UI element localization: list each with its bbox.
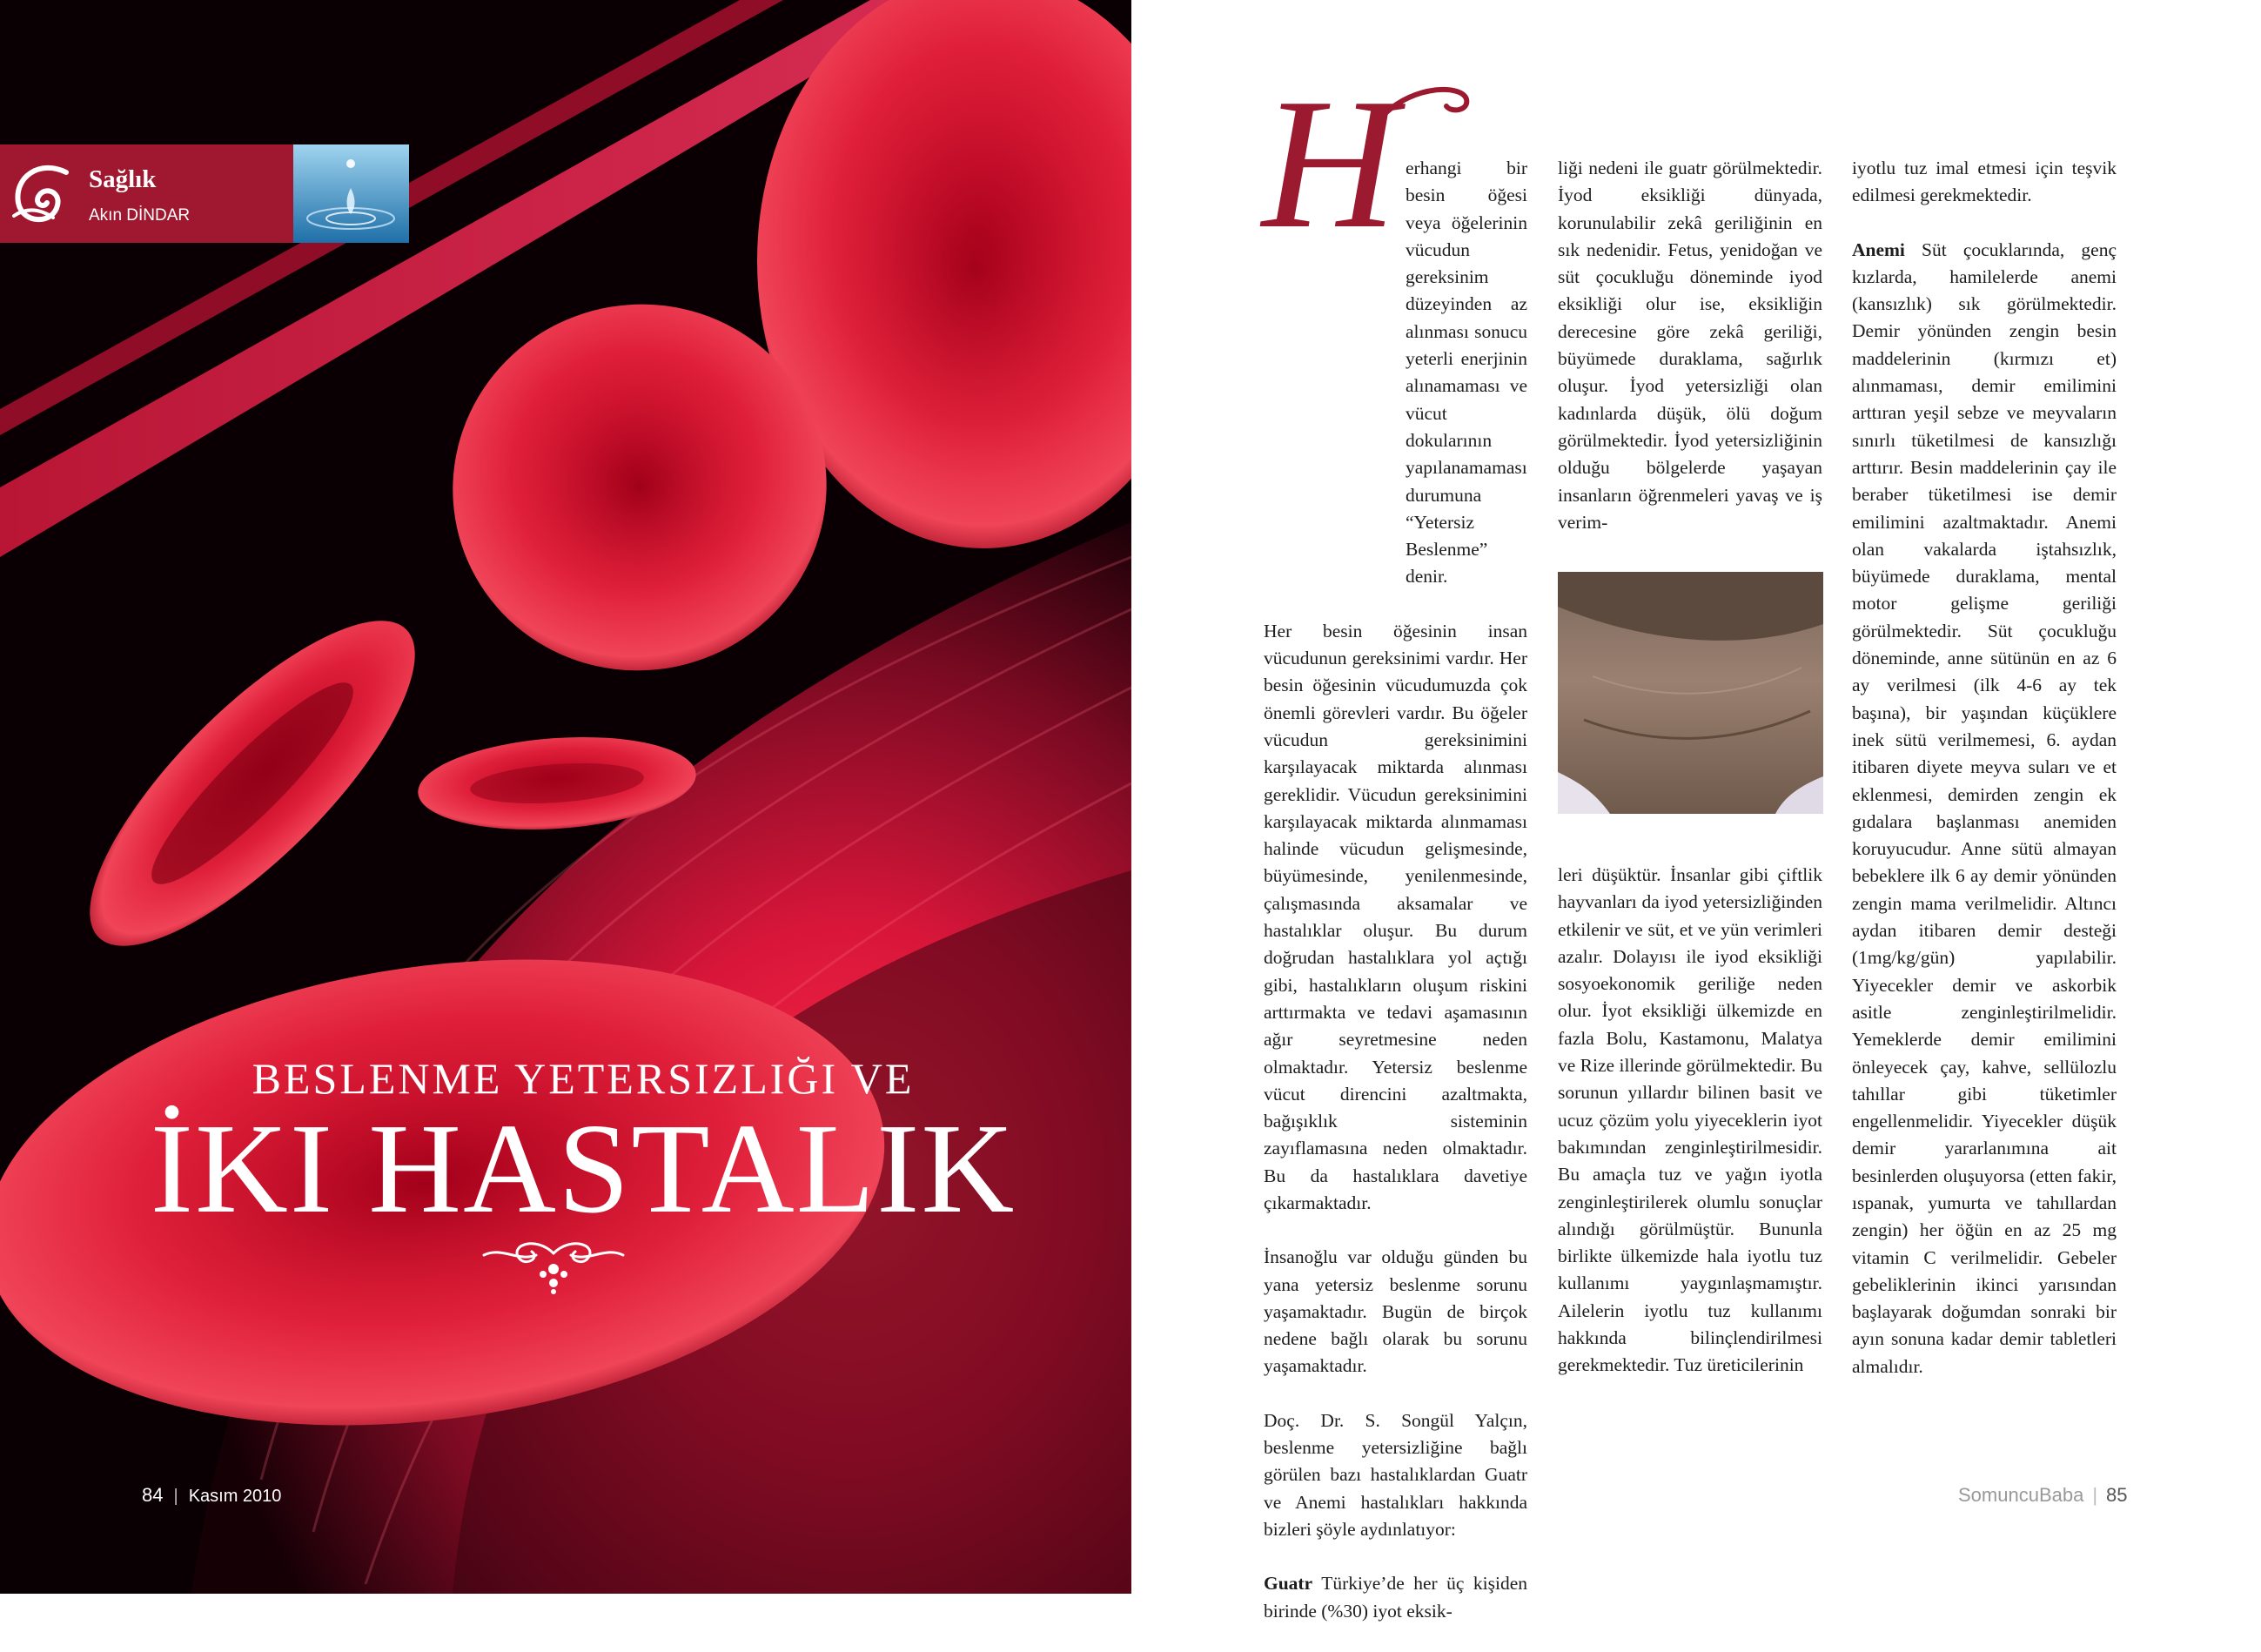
paragraph: leri düşüktür. İnsanlar gibi çiftlik hayvanları da iyod yetersizliğinden etkilenir ve süt, et ve yün verimleri azalır. Dolayısı ile iyod eksikliği sosyoekonomik geriliğe neden olur. İyot eksikliği ülkemizde en fazla Bolu, Kastamonu, Malatya ve Rize illerinde görülmektedir. Bu sorunun yıllardır bilinen basit ve ucuz çözüm yolu yiyeceklerin iyot bakımından zenginleştirilmesidir. Bu amaçla tuz ve yağın iyotla zenginleştirilerek olumlu sonuçlar alındığı görülmüştür. Bununla birlikte ülkemizde hala iyotlu tuz kullanımı yaygınlaşmamıştır. Ailelerin iyotlu tuz kullanımı hakkında bilinçlendirilmesi gerekmektedir. Tuz üreticilerinin [1558, 864, 1822, 1376]
water-drop-photo [293, 144, 409, 243]
page-number-right: 85 [2106, 1484, 2128, 1506]
left-page-artwork [0, 0, 1131, 1594]
folio-left: 84 | Kasım 2010 [142, 1484, 282, 1506]
column-1 [1264, 155, 1527, 1652]
paragraph-text: Süt çocuklarında, genç kızlarda, hamilelerde anemi (kansızlık) sık görülmektedir. Demir yönünden zengin besin maddelerinin (kırmızı et) alınmaması, demir emilimini arttıran yeşil sebze ve meyvaların sınırlı tüketilmesi de kansızlığı arttırır. Besin maddelerinin çay ile beraber tüketilmesi ise demir emilimini azaltmaktadır. Anemi olan vakalarda iştahsızlık, büyümede duraklama, mental motor gelişme geriliği görülmektedir. Süt çocukluğu döneminde, anne sütünün en az 6 ay verilmesi (ilk 4-6 ay tek başına), bir yaşından küçüklere inek sütü verilmemesi, 6. aydan itibaren diyete meyva suları ve et eklenmesi, demirden zengin ek gıdalara başlanması anemiden koruyucudur. Anne sütü almayan bebeklere ilk 6 ay demir yönünden zengin mama verilmelidir. Altıncı aydan itibaren demir desteği (1mg/kg/gün) yapılabilir. Yiyecekler demir ve askorbik asitle zenginleştirilmelidir. Yemeklerde demir emilimini önleyecek çay, kahve, sellülozlu tahıllar gibi tüketimler engellenmelidir. Yiyecekler düşük demir yararlanımına ait besinlerden oluşuyorsa (etten fakir, ıspanak, yumurta ve tahıllardan zengin) her öğün en az 25 mg vitamin C verilmelidir. Gebeler gebeliklerinin ikinci yarısından başlayarak doğumdan sonraki bir ayın sonuna kadar demir tabletleri almalıdır. [1852, 238, 2117, 1377]
column-2 [1558, 155, 1822, 563]
issue-date: Kasım 2010 [188, 1487, 282, 1506]
headline-line2: İKI HASTALIK [150, 1098, 1016, 1240]
paragraph-anemi [1852, 237, 2117, 1380]
goiter-neck-photo [1558, 572, 1823, 814]
paragraph: Doç. Dr. S. Songül Yalçın, beslenme yetersizliğine bağlı görülen bazı hastalıklardan Guatr ve Anemi hastalıkları hakkında bizleri şöyle aydınlatıyor: [1264, 1409, 1527, 1540]
paragraph: Her besin öğesinin insan vücudunun gereksinimi vardır. Her besin öğesinin vücudumuzda çok önemli görevleri vardır. Bu öğeler vücudun gereksinimini karşılayacak miktarda alınması gereklidir. Vücudun gereksinimini karşılayacak miktarda alınmaması halinde vücudun gelişmesinde, büyümesinde, yenilenmesinde, çalışmasında aksamalar ve hastalıklar oluşur. Bu durum doğrudan hastalıklara yol açtığı gibi, hastalıkların oluşum riskini arttırmakta ve tedavi aşamasının ağır seyretmesine neden olmaktadır. Yetersiz beslenme vücut direncini azaltmakta, bağışıklık sisteminin zayıflamasına neden olmaktadır. Bu da hastalıklara davetiye çıkarmaktadır. [1264, 620, 1527, 1213]
column-2-continued [1558, 862, 1822, 1380]
page-number-left: 84 [142, 1484, 164, 1506]
paragraph: İnsanoğlu var olduğu günden bu yana yetersiz beslenme sorunu yaşamaktadır. Bugün de birçok nedene bağlı olarak bu sorunu yaşamaktadır. [1264, 1246, 1527, 1377]
folio-right: SomuncuBaba | 85 [1958, 1484, 2128, 1506]
paragraph-text: Türkiye’de her üç kişiden birinde (%30) iyot eksik- [1264, 1573, 1527, 1622]
paragraph: liği nedeni ile guatr görülmektedir. İyod eksikliği dünyada, korunulabilir zekâ geriliğinin en sık nedenidir. Fetus, yenidoğan ve süt çocukluğu döneminde iyod eksikliği olur ise, eksikliğin derecesine göre zekâ geriliği, büyümede duraklama, sağırlık oluşur. İyod yetersizliği olan kadınlarda düşük, ölü doğum görülmektedir. İyod yetersizliğinin olduğu bölgelerde yaşayan insanların öğrenmeleri yavaş ve iş verim- [1558, 158, 1822, 533]
headline-line1: BESLENME YETERSIZLIĞI VE [252, 1054, 915, 1103]
section-title: Sağlık [89, 165, 157, 193]
paragraph-guatr [1264, 1570, 1527, 1625]
column-3 [1852, 155, 2117, 1407]
intro-paragraph: erhangi bir besin öğesi veya öğelerinin vücudun gereksinim düzeyinden az alınması sonucu yeterli enerjinin alınamaması ve vücut dokularının yapılanamaması durumuna “Yetersiz Beslenme” denir. [1406, 158, 1527, 588]
author-name: Akın DİNDAR [89, 206, 191, 225]
magazine-name: SomuncuBaba [1958, 1484, 2084, 1506]
paragraph: iyotlu tuz imal etmesi için teşvik edilmesi gerekmektedir. [1852, 158, 2117, 206]
svg-text:H: H [1262, 80, 1398, 245]
swirl-ornament-icon [5, 155, 84, 233]
run-in-heading-anemi: Anemi [1852, 238, 1905, 260]
run-in-heading-guatr: Guatr [1264, 1573, 1313, 1595]
flourish-ornament-icon [475, 1236, 632, 1297]
